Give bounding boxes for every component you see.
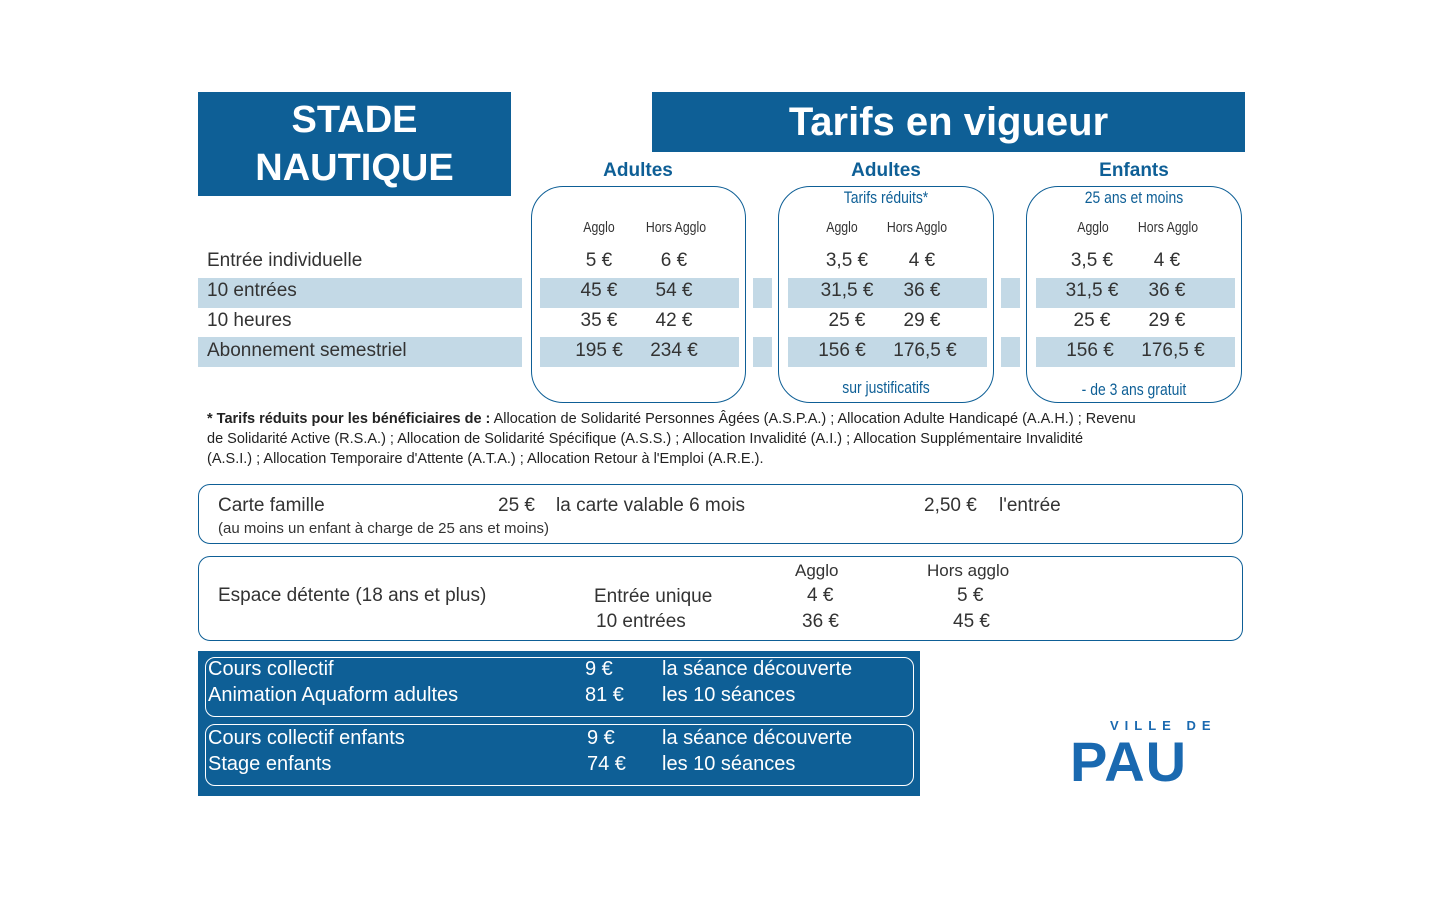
col2-heading: Adultes	[851, 160, 921, 181]
carte-famille-validity: la carte valable 6 mois	[556, 495, 746, 516]
cours-desc: les 10 séances	[662, 753, 796, 775]
price-cell: 31,5 €	[820, 280, 874, 301]
col2-footnote: sur justificatifs	[842, 378, 930, 397]
price-cell: 4 €	[908, 250, 936, 271]
carte-famille-label: Carte famille	[218, 495, 325, 516]
cours-label: Animation Aquaform adultes	[208, 684, 459, 706]
price-cell: 29 €	[1148, 310, 1186, 331]
price-cell: 156 €	[1066, 340, 1114, 361]
band-row2-gap2	[1001, 278, 1020, 308]
carte-famille-price: 25 €	[498, 495, 535, 516]
band-row2-gap1	[753, 278, 772, 308]
carte-famille-condition: (au moins un enfant à charge de 25 ans et moins)	[218, 520, 550, 537]
price-cell: 176,5 €	[893, 340, 957, 361]
band-row4-gap1	[753, 337, 772, 367]
cours-price: 9 €	[585, 658, 613, 680]
row-label-abonnement: Abonnement semestriel	[207, 340, 407, 361]
price-cell: 35 €	[580, 310, 618, 331]
reduced-tariffs-note	[207, 409, 1247, 469]
espace-hors-price: 5 €	[957, 585, 984, 606]
carte-famille-entry-price: 2,50 €	[924, 495, 977, 516]
price-cell: 45 €	[580, 280, 618, 301]
price-cell: 234 €	[650, 340, 698, 361]
cours-label: Cours collectif enfants	[208, 727, 405, 749]
col1-agglo-header: Agglo	[583, 219, 615, 236]
price-cell: 25 €	[828, 310, 866, 331]
price-cell: 36 €	[903, 280, 941, 301]
col3-subheading: 25 ans et moins	[1084, 188, 1184, 207]
espace-row-label: Entrée unique	[594, 586, 713, 607]
cours-price: 74 €	[587, 753, 626, 775]
col1-heading: Adultes	[603, 160, 673, 181]
espace-hors-header: Hors agglo	[927, 561, 1010, 580]
price-cell: 42 €	[655, 310, 693, 331]
col3-footnote: - de 3 ans gratuit	[1081, 380, 1187, 399]
espace-detente-label: Espace détente (18 ans et plus)	[218, 585, 487, 606]
tarifs-title: Tarifs en vigueur	[652, 92, 1245, 152]
title-line-2: NAUTIQUE	[255, 147, 454, 189]
price-cell: 54 €	[655, 280, 693, 301]
cours-price: 81 €	[585, 684, 624, 706]
price-cell: 5 €	[585, 250, 613, 271]
price-cell: 29 €	[903, 310, 941, 331]
cours-label: Stage enfants	[208, 753, 332, 775]
col1-hors-header: Hors Agglo	[645, 219, 707, 236]
price-cell: 176,5 €	[1141, 340, 1205, 361]
col2-hors-header: Hors Agglo	[886, 219, 948, 236]
row-label-10-entrees: 10 entrées	[207, 280, 297, 301]
price-cell: 4 €	[1153, 250, 1181, 271]
espace-hors-price: 45 €	[953, 611, 990, 632]
note-bold-intro: * Tarifs réduits pour les bénéficiaires de :	[207, 411, 491, 427]
price-cell: 156 €	[818, 340, 866, 361]
col2-agglo-header: Agglo	[826, 219, 858, 236]
col2-subheading: Tarifs réduits*	[843, 188, 929, 207]
cours-label: Cours collectif	[208, 658, 334, 680]
price-cell: 36 €	[1148, 280, 1186, 301]
price-cell: 25 €	[1073, 310, 1111, 331]
ville-de-pau-logo	[1070, 718, 1232, 798]
espace-agglo-header: Agglo	[795, 561, 839, 580]
espace-agglo-price: 4 €	[807, 585, 834, 606]
stade-nautique-title	[198, 92, 511, 196]
espace-row-label: 10 entrées	[596, 611, 686, 632]
title-line-1: STADE	[291, 99, 418, 141]
cours-desc: la séance découverte	[662, 727, 853, 749]
col3-agglo-header: Agglo	[1077, 219, 1109, 236]
cours-desc: la séance découverte	[662, 658, 853, 680]
price-cell: 195 €	[575, 340, 623, 361]
cours-price: 9 €	[587, 727, 615, 749]
carte-famille-entry-label: l'entrée	[999, 495, 1061, 516]
note-line-2: de Solidarité Active (R.S.A.) ; Allocation de Solidarité Spécifique (A.S.S.) ; Allocation Invalidité (A.I.) ; Allocation Supplémentaire Invalidité	[207, 431, 1084, 447]
price-cell: 3,5 €	[825, 250, 869, 271]
row-label-entree: Entrée individuelle	[207, 250, 363, 271]
price-cell: 31,5 €	[1065, 280, 1119, 301]
logo-small-text: VILLE DE	[1110, 718, 1217, 733]
col3-hors-header: Hors Agglo	[1137, 219, 1199, 236]
price-cell: 3,5 €	[1070, 250, 1114, 271]
band-row4-gap2	[1001, 337, 1020, 367]
note-line-1: Allocation de Solidarité Personnes Âgées (A.S.P.A.) ; Allocation Adulte Handicapé (A.A.H.) ; Revenu	[490, 411, 1136, 427]
cours-desc: les 10 séances	[662, 684, 796, 706]
col3-heading: Enfants	[1099, 160, 1169, 181]
note-line-3: (A.S.I.) ; Allocation Temporaire d'Attente (A.T.A.) ; Allocation Retour à l'Emploi (A.R.E.).	[207, 451, 764, 467]
row-label-10-heures: 10 heures	[207, 310, 292, 331]
logo-big-text: PAU	[1070, 730, 1188, 793]
price-cell: 6 €	[660, 250, 688, 271]
espace-agglo-price: 36 €	[802, 611, 839, 632]
